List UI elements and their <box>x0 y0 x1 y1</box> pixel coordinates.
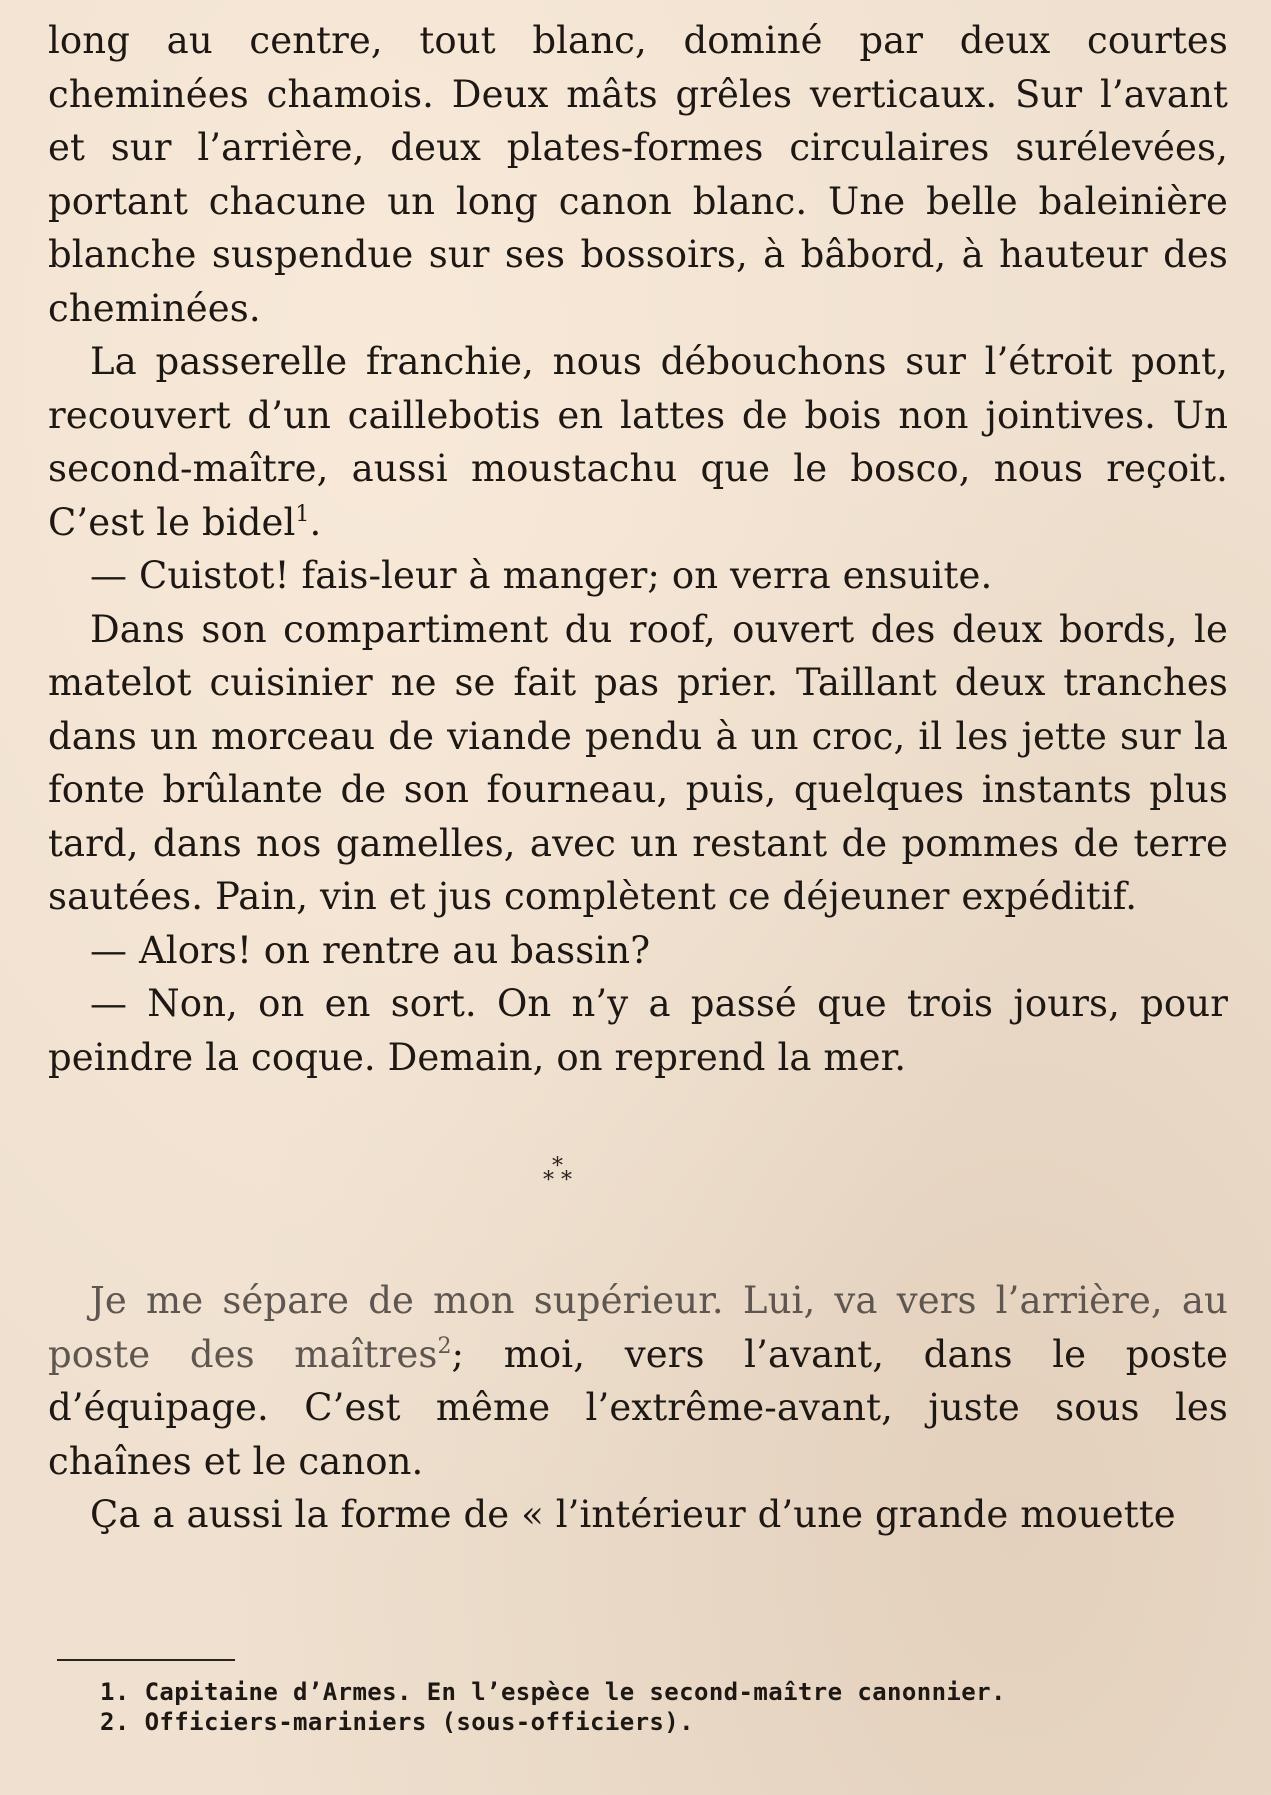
book-page <box>48 14 1228 1542</box>
footnote-2-text: Officiers-mariniers (sous-officiers). <box>144 1708 694 1736</box>
dialogue-line-non: — Non, on en sort. On n’y a passé que trois jours, pour peindre la coque. Demain, on reprend la mer. <box>48 982 1228 1079</box>
footnote-2 <box>100 1707 1207 1737</box>
separator-star-right: * <box>561 1168 572 1193</box>
paragraph-ship-description: long au centre, tout blanc, dominé par deux courtes cheminées chamois. Deux mâts grêles verticaux. Sur l’avant et sur l’arrière, deux plates-formes circulaires surélevées, portant chacune un long canon blanc. Une belle baleinière blanche suspendue sur ses bossoirs, à bâbord, à hauteur des cheminées. <box>48 19 1228 330</box>
dialogue-line-alors: — Alors! on rentre au bassin? <box>90 928 651 972</box>
dialogue-line-cuistot: — Cuistot! fais-leur à manger; on verra ensuite. <box>90 554 993 597</box>
section-separator <box>48 1084 1228 1274</box>
footnote-1 <box>100 1677 1207 1707</box>
footnote-1-number: 1. <box>100 1678 130 1706</box>
paragraph-separation <box>48 1274 1228 1488</box>
footnote-ref-1: 1 <box>295 501 310 527</box>
paragraph-separation-text-a: Je me sépare de mon supérieur. Lui, va vers l’arrière, au poste des maîtres <box>48 1279 1228 1376</box>
paragraph-gangway-end: . <box>309 500 322 544</box>
footnote-1-text: Capitaine d’Armes. En l’espèce le second-maître canonnier. <box>144 1678 1006 1706</box>
footnote-rule <box>57 1659 235 1661</box>
paragraph-gangway <box>48 335 1228 549</box>
footnote-2-number: 2. <box>100 1708 130 1736</box>
paragraph-cook: Dans son compartiment du roof, ouvert des deux bords, le matelot cuisinier ne se fait pas prier. Taillant deux tranches dans un morceau de viande pendu à un croc, il les jette sur la fonte brûlante de son fourneau, puis, quelques instants plus tard, dans nos gamelles, avec un restant de pommes de terre sautées. Pain, vin et jus complètent ce déjeuner expéditif. <box>48 607 1228 918</box>
footnotes <box>57 1659 1207 1737</box>
paragraph-separation-text-b: ; moi, vers l’avant, dans le poste d’équipage. C’est même l’extrême-avant, juste sous les chaînes et le canon. <box>48 1332 1228 1483</box>
separator-star-left: * <box>543 1168 554 1193</box>
paragraph-gangway-text: La passerelle franchie, nous débouchons sur l’étroit pont, recouvert d’un caillebotis en lattes de bois non jointives. Un second-maître, aussi moustachu que le bosco, nous reçoit. C’est le bidel <box>48 340 1228 544</box>
paragraph-mouette: Ça a aussi la forme de « l’intérieur d’une grande mouette <box>90 1493 1176 1536</box>
footnote-ref-2: 2 <box>437 1333 452 1359</box>
separator-star-top: * <box>552 1154 563 1179</box>
